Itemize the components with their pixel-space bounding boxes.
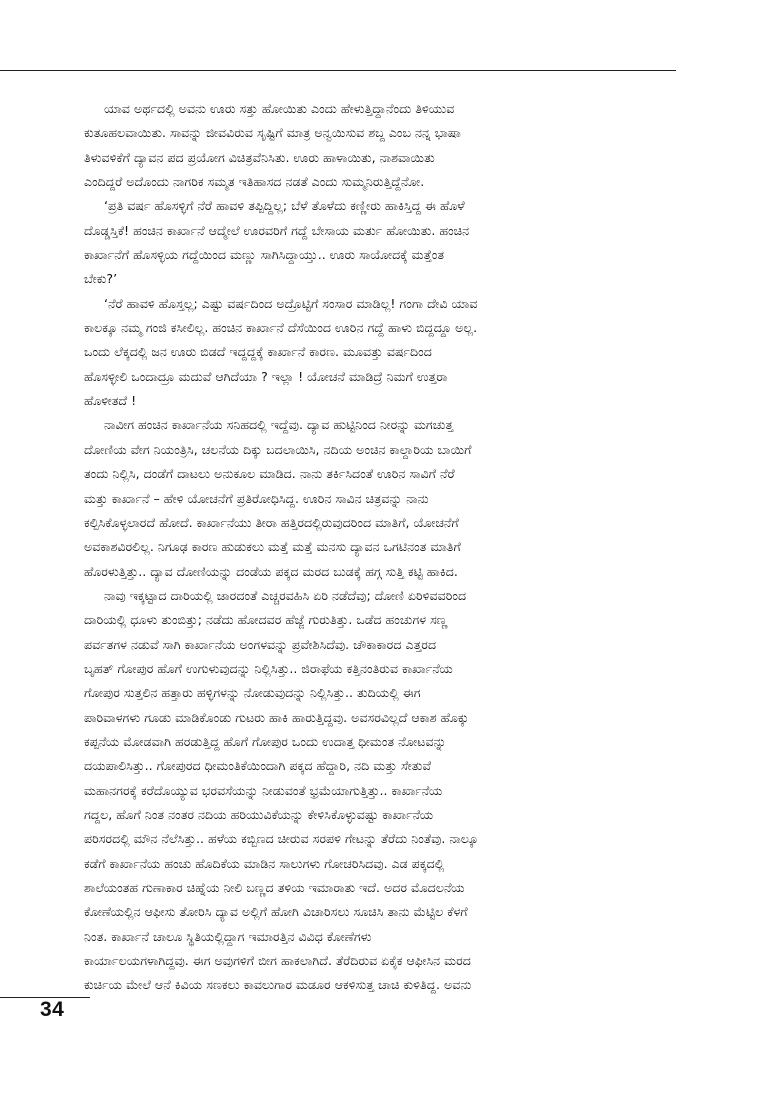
paragraph [84,194,669,291]
text-line: ಗದ್ದಲ, ಹೊಗೆ ನಿಂತ ನಂತರ ನದಿಯ ಹರಿಯುವಿಕೆಯನ್ನು ಕೇಳಿಸಿಕೊಳ್ಳುವಷ್ಟು ಕಾರ್ಖಾನೆಯ [84,806,434,822]
text-line: ಕಲ್ಪಿಸಿಕೊಳ್ಳಲಾರದೆ ಹೋದೆ. ಕಾರ್ಖಾನೆಯು ತೀರಾ ಹತ್ತಿರದಲ್ಲಿರುವುದರಿಂದ ಮಾತಿಗೆ, ಯೋಚನೆಗೆ [84,514,459,530]
text-line: ಮಹಾನಗರಕ್ಕೆ ಕರೆದೊಯ್ಯುವ ಭರವಸೆಯನ್ನು ನೀಡುವಂತೆ ಭ್ರಮೆಯಾಗುತ್ತಿತ್ತು.. ಕಾರ್ಖಾನೆಯ [84,782,443,798]
text-line: ಪರಿಸರದಲ್ಲಿ ಮೌನ ನೆಲೆಸಿತ್ತು.. ಹಳೆಯ ಕಬ್ಬಿಣದ ಚೀರುವ ಸರಪಳಿ ಗೇಟನ್ನು ತೆರೆದು ನಿಂತೆವು. ನಾಲ್ಕೂ [84,831,479,847]
text-line: ಕೋಣೆಯಲ್ಲಿನ ಆಫೀಸು ತೋರಿಸಿ ದ್ಯಾವ ಅಲ್ಲಿಗೆ ಹೋಗಿ ವಿಚಾರಿಸಲು ಸೂಚಿಸಿ ತಾನು ಮೆಟ್ಟಿಲ ಕೆಳಗೆ [84,904,468,920]
text-line: ದಯಪಾಲಿಸಿತ್ತು.. ಗೋಪುರದ ಧೀಮಂತಿಕೆಯಿಂದಾಗಿ ಪಕ್ಕದ ಹೆದ್ದಾರಿ, ನದಿ ಮತ್ತು ಸೇತುವೆ [84,758,432,774]
text-line: ಕಾರ್ಯಾಲಯಗಳಾಗಿದ್ದವು. ಈಗ ಅವುಗಳಿಗೆ ಬೀಗ ಹಾಕಲಾಗಿದೆ. ತೆರೆದಿರುವ ಏಕೈಕ ಆಫೀಸಿನ ಮರದ [84,953,471,969]
text-line: ಬೃಹತ್ ಗೋಪುರ ಹೊಗೆ ಉಗುಳುವುದನ್ನು ನಿಲ್ಲಿಸಿತ್ತು.. ಜಿರಾಫೆಯ ಕತ್ತಿನಂತಿರುವ ಕಾರ್ಖಾನೆಯ [84,660,453,676]
text-line: ಯಾವ ಅರ್ಥದಲ್ಲಿ ಅವನು ಊರು ಸತ್ತು ಹೋಯಿತು ಎಂದು ಹೇಳುತ್ತಿದ್ದಾನೆಂದು ತಿಳಿಯುವ [104,101,455,116]
text-line: ಹೊಸಳ್ಳೀಲಿ ಒಂದಾದ್ರೂ ಮದುವೆ ಆಗಿದೆಯಾ ? ಇಲ್ಲಾ ! ಯೋಚನೆ ಮಾಡಿದ್ರೆ ನಿಮಗೆ ಉತ್ತರಾ [84,368,448,384]
text-line: ಶಾಲೆಯಂತಹ ಗುಣಾಕಾರ ಚಿಹ್ನೆಯ ನೀಲಿ ಬಣ್ಣದ ತಳಿಯ ಇಮಾರಾತು ಇದೆ. ಅದರ ಮೊದಲನೆಯ [84,880,465,895]
text-line: ಹೊಳೀತದೆ ! [84,393,137,409]
text-line: ಪರ್ವತಗಳ ನಡುವೆ ಸಾಗಿ ಕಾರ್ಖಾನೆಯ ಅಂಗಳವನ್ನು ಪ್ರವೇಶಿಸಿದೆವು. ಚೌಕಾಕಾರದ ಎತ್ತರದ [84,636,437,652]
text-line: ನಾವು ಇಕ್ಕಟ್ಟಾದ ದಾರಿಯಲ್ಲಿ ಜಾರದಂತೆ ಎಚ್ಚರವಹಿಸಿ ಏರಿ ನಡೆದೆವು; ದೋಣಿ ಏರಿಳಿವವರಿಂದ [104,587,467,603]
text-line: ಹೊರಳುತ್ತಿತ್ತು.. ದ್ಯಾವ ದೋಣಿಯನ್ನು ದಂಡೆಯ ಪಕ್ಕದ ಮರದ ಬುಡಕ್ಕೆ ಹಗ್ಗ ಸುತ್ತಿ ಕಟ್ಟಿ ಹಾಕಿದ. [84,563,458,579]
text-line: ಪಾರಿವಾಳಗಳು ಗೂಡು ಮಾಡಿಕೊಂಡು ಗುಟರು ಹಾಕಿ ಹಾರುತ್ತಿದ್ದವು. ಅವಸರವಿಲ್ಲದೆ ಆಕಾಶ ಹೊಕ್ಕು [84,709,469,725]
text-line: ದಾರಿಯಲ್ಲಿ ಧೂಳು ತುಂಬಿತ್ತು; ನಡೆದು ಹೋದವರ ಹೆಜ್ಜೆ ಗುರುತಿತ್ತು. ಒಡೆದ ಹಂಚುಗಳ ಸಣ್ಣ [84,612,448,628]
text-line: ದೋಣಿಯ ವೇಗ ನಿಯಂತ್ರಿಸಿ, ಚಲನೆಯ ದಿಕ್ಕು ಬದಲಾಯಿಸಿ, ನದಿಯ ಅಂಚಿನ ಕಾಲ್ದಾರಿಯ ಬಾಯಿಗೆ [84,441,472,457]
text-line: ನಾವೀಗ ಹಂಚಿನ ಕಾರ್ಖಾನೆಯ ಸನಿಹದಲ್ಲಿ ಇದ್ದೆವು. ದ್ಯಾವ ಹುಟ್ಟಿನಿಂದ ನೀರನ್ನು ಮಗಚುತ್ತ [104,417,454,433]
text-line: ಒಂದು ಲೆಕ್ಕದಲ್ಲಿ ಜನ ಊರು ಬಿಡದೆ ಇದ್ದದ್ದಕ್ಕೆ ಕಾರ್ಖಾನೆ ಕಾರಣ. ಮೂವತ್ತು ವರ್ಷದಿಂದ [84,344,432,360]
page-number: 34 [40,998,65,1021]
body-text [84,97,669,998]
paragraph [84,97,669,194]
text-line: ಗೋಪುರ ಸುತ್ತಲಿನ ಹತ್ತಾರು ಹಳ್ಳಿಗಳನ್ನು ನೋಡುವುದನ್ನು ನಿಲ್ಲಿಸಿತ್ತು.. ತುದಿಯಲ್ಲಿ ಈಗ [84,685,421,701]
paragraph [84,413,669,583]
text-line: ಮತ್ತು ಕಾರ್ಖಾನೆ – ಹೇಳಿ ಯೋಚನೆಗೆ ಪ್ರತಿರೋಧಿಸಿದ್ದ. ಊರಿನ ಸಾವಿನ ಚಿತ್ರವನ್ನು ನಾನು [84,490,429,506]
paragraph [84,584,669,998]
text-line: ಕಾಲಕ್ಕೂ ನಮ್ಮ ಗಂಜಿ ಕಸೀಲಿಲ್ಲ. ಹಂಚಿನ ಕಾರ್ಖಾನೆ ದೆಸೆಯಿಂದ ಊರಿನ ಗದ್ದೆ ಹಾಳು ಬಿದ್ದದ್ದೂ ಅಲ್ಲ. [84,320,478,336]
text-line: ‘ನೆರೆ ಹಾವಳಿ ಹೊಸ್ತಲ್ಲ; ಎಷ್ಟು ವರ್ಷದಿಂದ ಅದ್ರೊಟ್ಟಿಗೆ ಸಂಸಾರ ಮಾಡಿಲ್ಲ! ಗಂಗಾ ದೇವಿ ಯಾವ [104,295,478,311]
text-line: ತಂದು ನಿಲ್ಲಿಸಿ, ದಂಡೆಗೆ ದಾಟಲು ಅನುಕೂಲ ಮಾಡಿದ. ನಾನು ತರ್ಕಿಸಿದಂತೆ ಊರಿನ ಸಾವಿಗೆ ನೆರೆ [84,466,455,482]
text-line: ದೊಡ್ಡಸ್ತಿಕೆ! ಹಂಚಿನ ಕಾರ್ಖಾನೆ ಆದ್ಮೇಲೆ ಊರವರಿಗೆ ಗದ್ದೆ ಬೇಸಾಯ ಮರ್ತು ಹೋಯಿತು. ಹಂಚಿನ [84,222,470,238]
text-line: ಕಡೆಗೆ ಕಾರ್ಖಾನೆಯ ಹಂಚು ಹೊದಿಕೆಯ ಮಾಡಿನ ಸಾಲುಗಳು ಗೋಚರಿಸಿದವು. ಎಡ ಪಕ್ಕದಲ್ಲಿ [84,855,445,871]
text-line: ಎಂದಿದ್ದರೆ ಅದೊಂದು ನಾಗರಿಕ ಸಮ್ಮತ ಇತಿಹಾಸದ ನಡತೆ ಎಂದು ಸುಮ್ಮನಿರುತ್ತಿದ್ದೆನೋ. [84,174,425,190]
text-line: ಕಪ್ಪನೆಯ ಮೋಡವಾಗಿ ಹರಡುತ್ತಿದ್ದ ಹೊಗೆ ಗೋಪುರ ಒಂದು ಉದಾತ್ತ ಧೀಮಂತ ನೋಟವನ್ನು [84,733,447,749]
top-rule [0,70,676,71]
text-line: ಬೇಕು?’ [84,271,118,287]
paragraph [84,292,669,414]
text-line: ತಿಳುವಳಿಕೆಗೆ ದ್ಯಾವನ ಪದ ಪ್ರಯೋಗ ವಿಚಿತ್ರವೆನಿಸಿತು. ಊರು ಹಾಳಾಯಿತು, ನಾಶವಾಯಿತು [84,149,435,165]
text-line: ‘ಪ್ರತಿ ವರ್ಷ ಹೊಸಳ್ಳಿಗೆ ನೆರೆ ಹಾವಳಿ ತಪ್ಪಿದ್ದಿಲ್ಲ; ಬೆಳೆ ತೊಳೆದು ಕಣ್ಣೀರು ಹಾಕಿಸ್ತಿದ್ದ ಈ ಹೊಳೆ [104,198,465,214]
text-line: ಕುತೂಹಲವಾಯಿತು. ಸಾವನ್ನು ಜೀವವಿರುವ ಸೃಷ್ಟಿಗೆ ಮಾತ್ರ ಅನ್ವಯಿಸುವ ಶಬ್ದ ಎಂಬ ನನ್ನ ಭಾಷಾ [84,125,461,141]
text-line: ನಿಂತ. ಕಾರ್ಖಾನೆ ಚಾಲೂ ಸ್ಥಿತಿಯಲ್ಲಿದ್ದಾಗ ಇಮಾರತ್ತಿನ ವಿವಿಧ ಕೋಣೆಗಳು [84,928,372,944]
text-line: ಅವಕಾಶವಿರಲಿಲ್ಲ. ನಿಗೂಢ ಕಾರಣ ಹುಡುಕಲು ಮತ್ತೆ ಮತ್ತೆ ಮನಸು ದ್ಯಾವನ ಒಗಟಿನಂತ ಮಾತಿಗೆ [84,539,461,555]
text-line: ಕಾರ್ಖಾನೆಗೆ ಹೊಸಳ್ಳಿಯ ಗದ್ದೆಯಿಂದ ಮಣ್ಣು ಸಾಗಿಸಿದ್ದಾಯ್ತು.. ಊರು ಸಾಯೋದಕ್ಕೆ ಮತ್ತೆಂತ [84,247,445,263]
text-line: ಕುರ್ಚಿಯ ಮೇಲೆ ಆನೆ ಕಿವಿಯ ಸಣಕಲು ಕಾವಲುಗಾರ ಮಡೂರ ಆಕಳಿಸುತ್ತ ಚಾಚಿ ಕುಳಿತಿದ್ದ. ಅವನು [84,977,472,993]
